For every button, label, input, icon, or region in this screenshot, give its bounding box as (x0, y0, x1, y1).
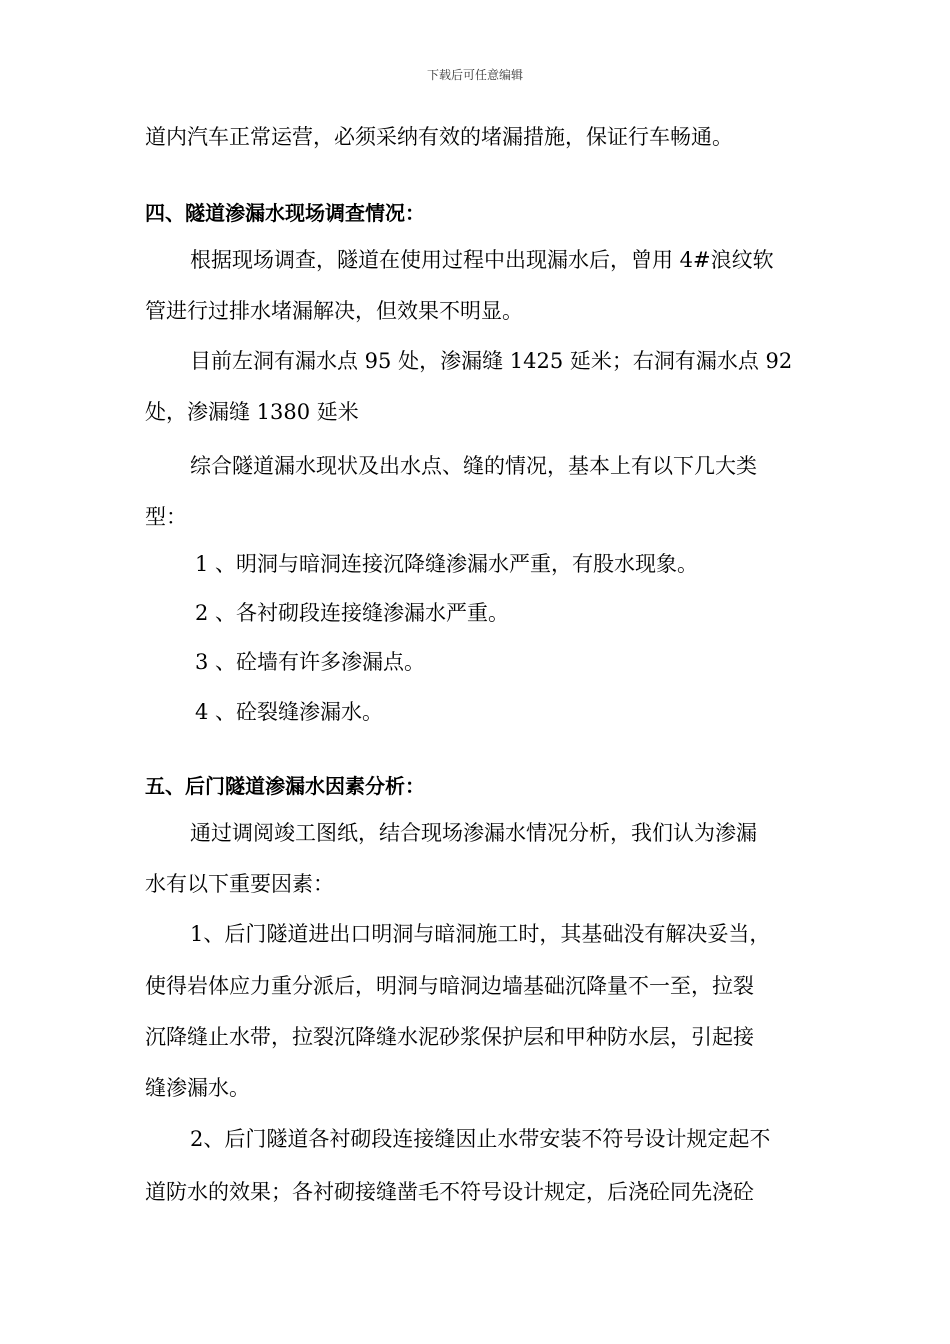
paragraph-line: 水有以下重要因素： (145, 872, 334, 896)
paragraph-line: 管进行过排水堵漏解决，但效果不明显。 (145, 299, 523, 323)
paragraph-line: 沉降缝止水带，拉裂沉降缝水泥砂浆保护层和甲种防水层，引起接 (145, 1025, 754, 1049)
paragraph-line: 缝渗漏水。 (145, 1076, 250, 1100)
paragraph-line: 通过调阅竣工图纸，结合现场渗漏水情况分析，我们认为渗漏 (190, 821, 757, 845)
list-item: 3 、砼墙有许多渗漏点。 (195, 650, 426, 674)
list-item: 1 、明洞与暗洞连接沉降缝渗漏水严重，有股水现象。 (195, 552, 699, 576)
paragraph-line: 根据现场调查，隧道在使用过程中出现漏水后，曾用 4#浪纹软 (190, 248, 774, 272)
section-heading: 五、后门隧道渗漏水因素分析： (145, 774, 425, 798)
paragraph-line: 型： (145, 505, 187, 529)
paragraph-line: 道内汽车正常运营，必须采纳有效的堵漏措施，保证行车畅通。 (145, 125, 733, 149)
paragraph-line: 处，渗漏缝 1380 延米 (145, 400, 359, 424)
paragraph-line: 1、后门隧道进出口明洞与暗洞施工时，其基础没有解决妥当， (190, 922, 771, 946)
list-item: 4 、砼裂缝渗漏水。 (195, 700, 384, 724)
paragraph-line: 道防水的效果；各衬砌接缝凿毛不符号设计规定，后浇砼同先浇砼 (145, 1180, 754, 1204)
list-item: 2 、各衬砌段连接缝渗漏水严重。 (195, 601, 510, 625)
paragraph-line: 目前左洞有漏水点 95 处，渗漏缝 1425 延米；右洞有漏水点 92 (190, 349, 793, 373)
page-header: 下载后可任意编辑 (426, 68, 523, 82)
paragraph-line: 2、后门隧道各衬砌段连接缝因止水带安装不符号设计规定起不 (190, 1127, 771, 1151)
paragraph-line: 综合隧道漏水现状及出水点、缝的情况，基本上有以下几大类 (190, 454, 757, 478)
section-heading: 四、隧道渗漏水现场调查情况： (145, 201, 425, 225)
paragraph-line: 使得岩体应力重分派后，明洞与暗洞边墙基础沉降量不一至，拉裂 (145, 974, 754, 998)
